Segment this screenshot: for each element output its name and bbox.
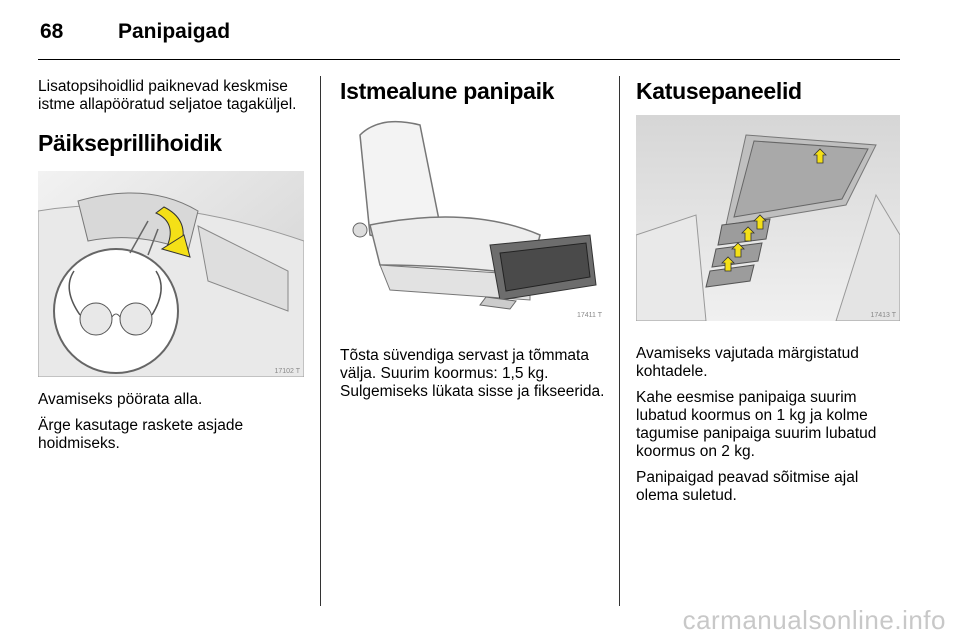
figure-roof-panels bbox=[636, 115, 900, 321]
page-title: Panipaigad bbox=[118, 20, 231, 43]
heading-sunglasses-holder: Päikseprillihoidik bbox=[38, 130, 222, 156]
header-rule bbox=[38, 59, 900, 60]
under-seat-drawer-illustration bbox=[340, 115, 606, 321]
watermark: carmanualsonline.info bbox=[682, 605, 946, 635]
page-header bbox=[38, 16, 900, 60]
column-divider-2 bbox=[619, 76, 620, 606]
paragraph-open-instruction: Avamiseks pöörata alla. bbox=[38, 391, 203, 408]
column-roof-panels bbox=[636, 78, 900, 513]
paragraph-warning: Ärge kasutage raskete asjade hoidmiseks. bbox=[38, 417, 244, 452]
roof-panels-illustration bbox=[636, 115, 900, 321]
figure-code: 17413 T bbox=[870, 312, 896, 319]
sunglasses-holder-illustration bbox=[38, 171, 304, 377]
paragraph-load-limits: Kahe eesmise panipaiga suurim lubatud koormus on 1 kg ja kolme tagumise panipaiga suurim lubatud koormus on 2 kg. bbox=[636, 389, 877, 460]
intro-text: Lisatopsihoidlid paiknevad keskmise istme allapööratud seljatoe tagaküljel. bbox=[38, 78, 297, 113]
heading-roof-panels: Katusepaneelid bbox=[636, 78, 802, 104]
column-sunglasses bbox=[38, 78, 304, 461]
page-number: 68 bbox=[40, 20, 64, 43]
figure-sunglasses-holder bbox=[38, 171, 304, 377]
heading-under-seat-storage: Istmealune panipaik bbox=[340, 78, 555, 104]
column-divider-1 bbox=[320, 76, 321, 606]
figure-code: 17411 T bbox=[576, 312, 602, 319]
figure-code: 17102 T bbox=[274, 368, 300, 375]
column-under-seat-storage bbox=[340, 78, 606, 409]
paragraph-drawer-instructions: Tõsta süvendiga servast ja tõmmata välja. Suurim koormus: 1,5 kg. Sulgemiseks lükata sisse ja fikseerida. bbox=[340, 347, 605, 400]
paragraph-open-roof-panel: Avamiseks vajutada märgistatud kohtadele. bbox=[636, 345, 859, 380]
figure-under-seat-storage bbox=[340, 115, 606, 321]
paragraph-closed-while-driving: Panipaigad peavad sõitmise ajal olema suletud. bbox=[636, 469, 859, 504]
